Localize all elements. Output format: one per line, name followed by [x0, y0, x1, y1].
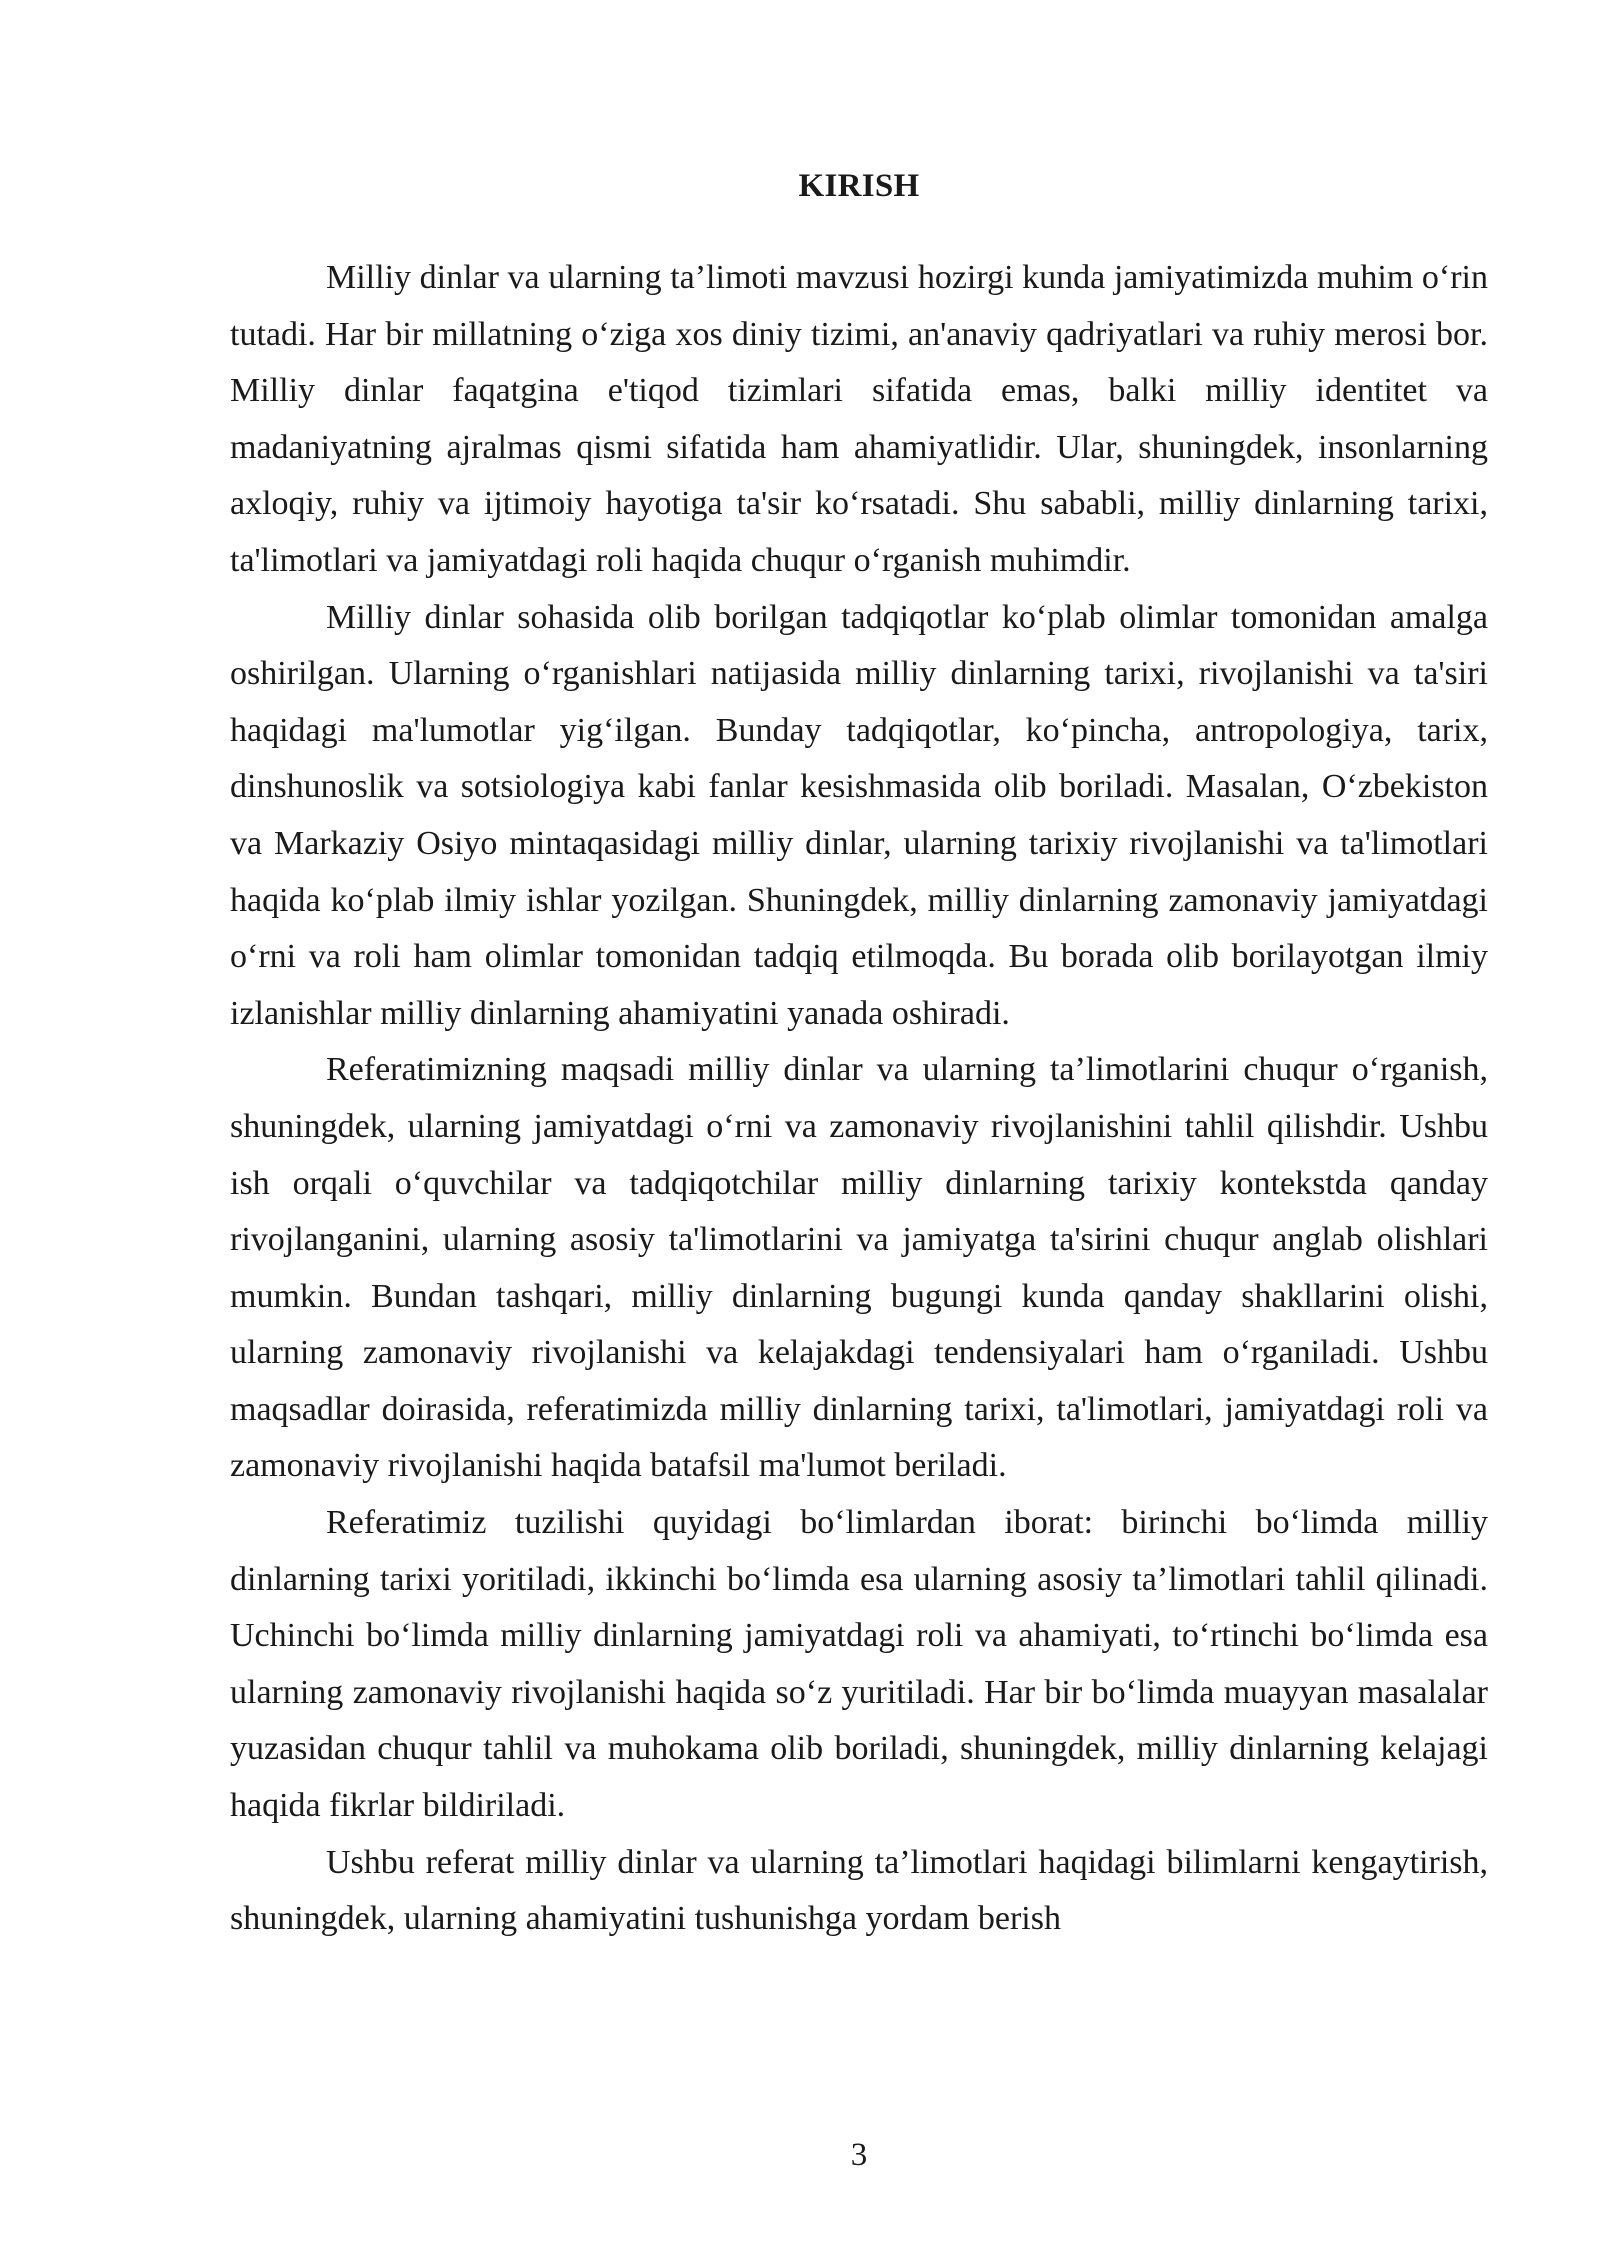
body-text: [230, 250, 1488, 1948]
paragraph-5: Ushbu referat milliy dinlar va ularning ta’limotlari haqidagi bilimlarni kengaytirish, shuningdek, ularning ahamiyatini tushunishga yordam berish: [230, 1843, 1488, 1938]
paragraph-2: Milliy dinlar sohasida olib borilgan tadqiqotlar ko‘plab olimlar tomonidan amalga oshirilgan. Ularning o‘rganishlari natijasida milliy dinlarning tarixi, rivojlanishi va ta'siri haqidagi ma'lumotlar yig‘ilgan. Bunday tadqiqotlar, ko‘pincha, antropologiya, tarix, dinshunoslik va sotsiologiya kabi fanlar kesishmasida olib boriladi. Masalan, O‘zbekiston va Markaziy Osiyo mintaqasidagi milliy dinlar, ularning tarixiy rivojlanishi va ta'limotlari haqida ko‘plab ilmiy ishlar yozilgan. Shuningdek, milliy dinlarning zamonaviy jamiyatdagi o‘rni va roli ham olimlar tomonidan tadqiq etilmoqda. Bu borada olib borilayotgan ilmiy izlanishlar milliy dinlarning ahamiyatini yanada oshiradi.: [230, 598, 1488, 1032]
paragraph-3: Referatimizning maqsadi milliy dinlar va ularning ta’limotlarini chuqur o‘rganish, shuningdek, ularning jamiyatdagi o‘rni va zamonaviy rivojlanishini tahlil qilishdir. Ushbu ish orqali o‘quvchilar va tadqiqotchilar milliy dinlarning tarixiy kontekstda qanday rivojlanganini, ularning asosiy ta'limotlarini va jamiyatga ta'sirini chuqur anglab olishlari mumkin. Bundan tashqari, milliy dinlarning bugungi kunda qanday shakllarini olishi, ularning zamonaviy rivojlanishi va kelajakdagi tendensiyalari ham o‘rganiladi. Ushbu maqsadlar doirasida, referatimizda milliy dinlarning tarixi, ta'limotlari, jamiyatdagi roli va zamonaviy rivojlanishi haqida batafsil ma'lumot beriladi.: [230, 1051, 1488, 1485]
paragraph-4: Referatimiz tuzilishi quyidagi bo‘limlardan iborat: birinchi bo‘limda milliy dinlarning tarixi yoritiladi, ikkinchi bo‘limda esa ularning asosiy ta’limotlari tahlil qilinadi. Uchinchi bo‘limda milliy dinlarning jamiyatdagi roli va ahamiyati, to‘rtinchi bo‘limda esa ularning zamonaviy rivojlanishi haqida so‘z yuritiladi. Har bir bo‘limda muayyan masalalar yuzasidan chuqur tahlil va muhokama olib boriladi, shuningdek, milliy dinlarning kelajagi haqida fikrlar bildiriladi.: [230, 1504, 1488, 1825]
page-number: 3: [850, 2137, 868, 2173]
paragraph-1: Milliy dinlar va ularning ta’limoti mavzusi hozirgi kunda jamiyatimizda muhim o‘rin tutadi. Har bir millatning o‘ziga xos diniy tizimi, an'anaviy qadriyatlari va ruhiy merosi bor. Milliy dinlar faqatgina e'tiqod tizimlari sifatida emas, balki milliy identitet va madaniyatning ajralmas qismi sifatida ham ahamiyatlidir. Ular, shuningdek, insonlarning axloqiy, ruhiy va ijtimoiy hayotiga ta'sir ko‘rsatadi. Shu sababli, milliy dinlarning tarixi, ta'limotlari va jamiyatdagi roli haqida chuqur o‘rganish muhimdir.: [230, 259, 1488, 579]
page-heading: KIRISH: [798, 168, 920, 204]
